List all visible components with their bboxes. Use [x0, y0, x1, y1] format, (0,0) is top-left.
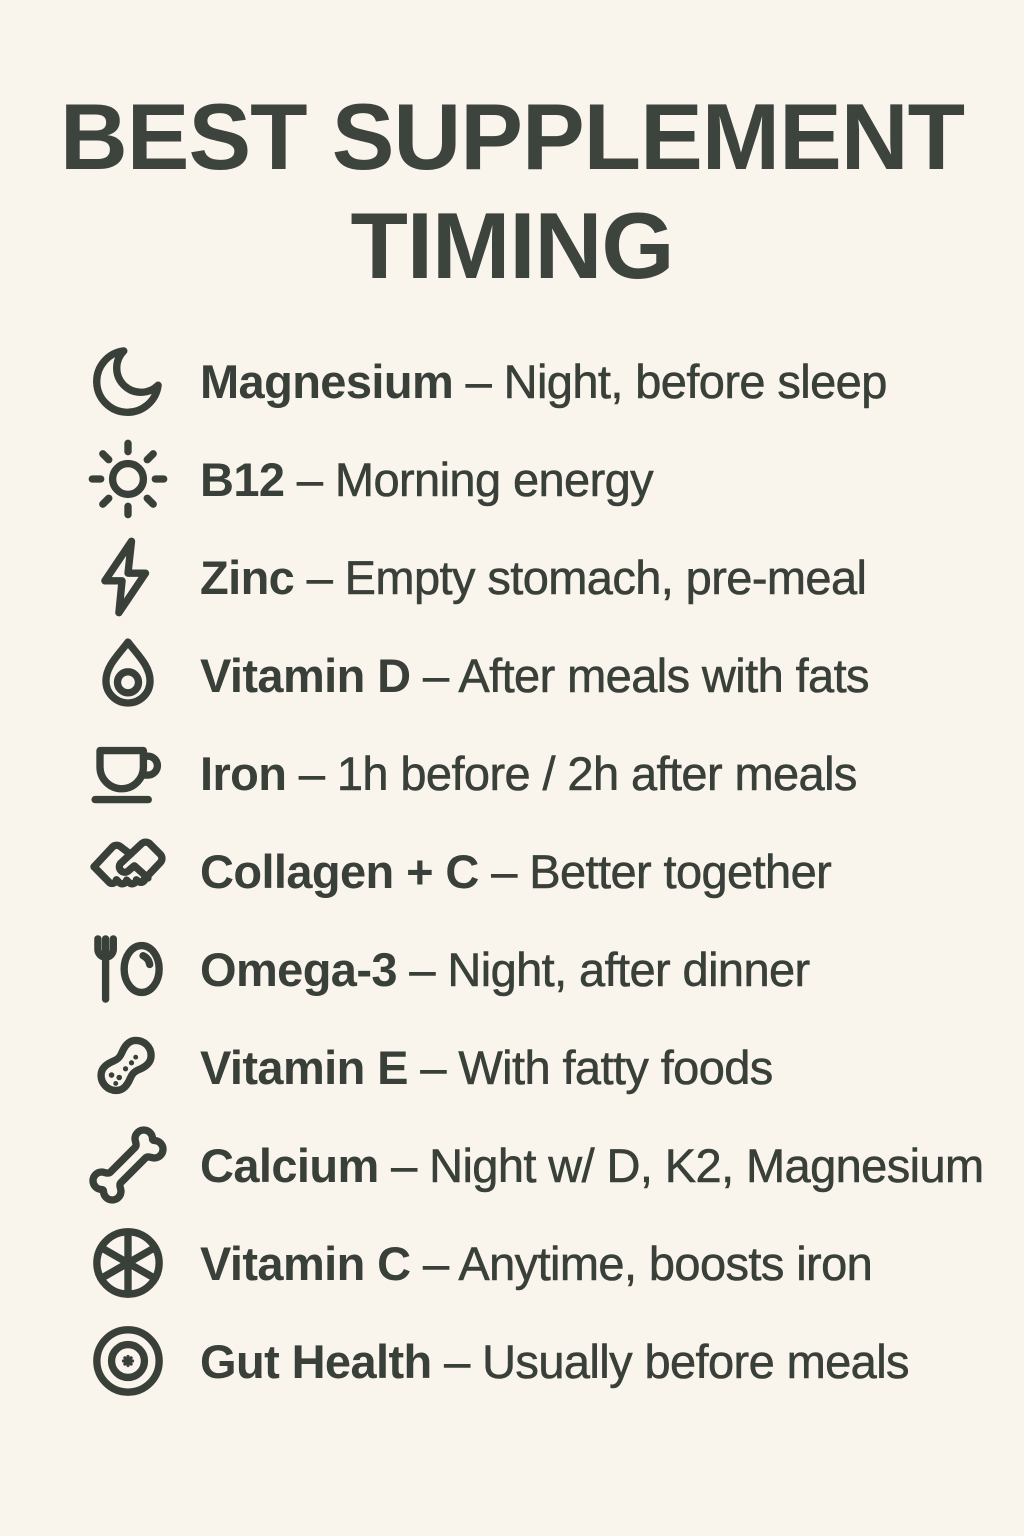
- supplement-timing: – Night w/ D, K2, Magnesium: [391, 1138, 984, 1192]
- supplement-name: Gut Health: [200, 1334, 432, 1388]
- list-item-label: [200, 648, 869, 703]
- page-title-line2: TIMING: [350, 193, 674, 299]
- list-item: [72, 1116, 1024, 1214]
- supplement-timing: – After meals with fats: [422, 648, 869, 702]
- list-item-label: [200, 1334, 909, 1389]
- supplement-name: Collagen + C: [200, 844, 479, 898]
- sun-icon: [72, 437, 184, 521]
- list-item-label: [200, 1236, 872, 1291]
- supplement-name: Vitamin C: [200, 1236, 411, 1290]
- peanut-icon: [72, 1025, 184, 1109]
- list-item: [72, 1018, 1024, 1116]
- supplement-name: Magnesium: [200, 354, 454, 408]
- list-item-label: [200, 452, 653, 507]
- supplement-name: Omega-3: [200, 942, 397, 996]
- list-item: [72, 822, 1024, 920]
- list-item: [72, 332, 1024, 430]
- list-item-label: [200, 844, 831, 899]
- list-item: [72, 1312, 1024, 1410]
- handshake-icon: [72, 829, 184, 913]
- list-item: [72, 528, 1024, 626]
- list-item: [72, 626, 1024, 724]
- list-item: [72, 920, 1024, 1018]
- supplement-timing: – Night, before sleep: [465, 354, 887, 408]
- list-item: [72, 430, 1024, 528]
- supplement-timing: – Night, after dinner: [409, 942, 810, 996]
- coffee-cup-icon: [72, 731, 184, 815]
- supplement-name: B12: [200, 452, 285, 506]
- supplement-name: Vitamin E: [200, 1040, 408, 1094]
- list-item-label: [200, 354, 887, 409]
- list-item-label: [200, 550, 866, 605]
- list-item: [72, 1214, 1024, 1312]
- target-icon: [72, 1319, 184, 1403]
- supplement-timing: – Better together: [491, 844, 832, 898]
- supplement-name: Calcium: [200, 1138, 379, 1192]
- supplement-timing: – With fatty foods: [420, 1040, 773, 1094]
- supplement-name: Vitamin D: [200, 648, 411, 702]
- page-title-line1: BEST SUPPLEMENT: [59, 84, 965, 189]
- list-item-label: [200, 746, 857, 801]
- page-title: [0, 0, 1024, 300]
- moon-icon: [72, 339, 184, 423]
- avocado-icon: [72, 633, 184, 717]
- list-item-label: [200, 1138, 984, 1193]
- supplement-timing: – Morning energy: [296, 452, 654, 506]
- bone-icon: [72, 1123, 184, 1207]
- supplement-name: Iron: [200, 746, 287, 800]
- supplement-timing: – 1h before / 2h after meals: [298, 746, 857, 800]
- list-item: [72, 724, 1024, 822]
- supplement-timing: – Empty stomach, pre-meal: [306, 550, 867, 604]
- supplement-name: Zinc: [200, 550, 295, 604]
- supplement-timing: – Anytime, boosts iron: [422, 1236, 873, 1290]
- supplement-list: [0, 332, 1024, 1410]
- fork-plate-icon: [72, 927, 184, 1011]
- citrus-icon: [72, 1221, 184, 1305]
- supplement-timing: – Usually before meals: [444, 1334, 909, 1388]
- list-item-label: [200, 1040, 773, 1095]
- lightning-icon: [72, 535, 184, 619]
- list-item-label: [200, 942, 810, 997]
